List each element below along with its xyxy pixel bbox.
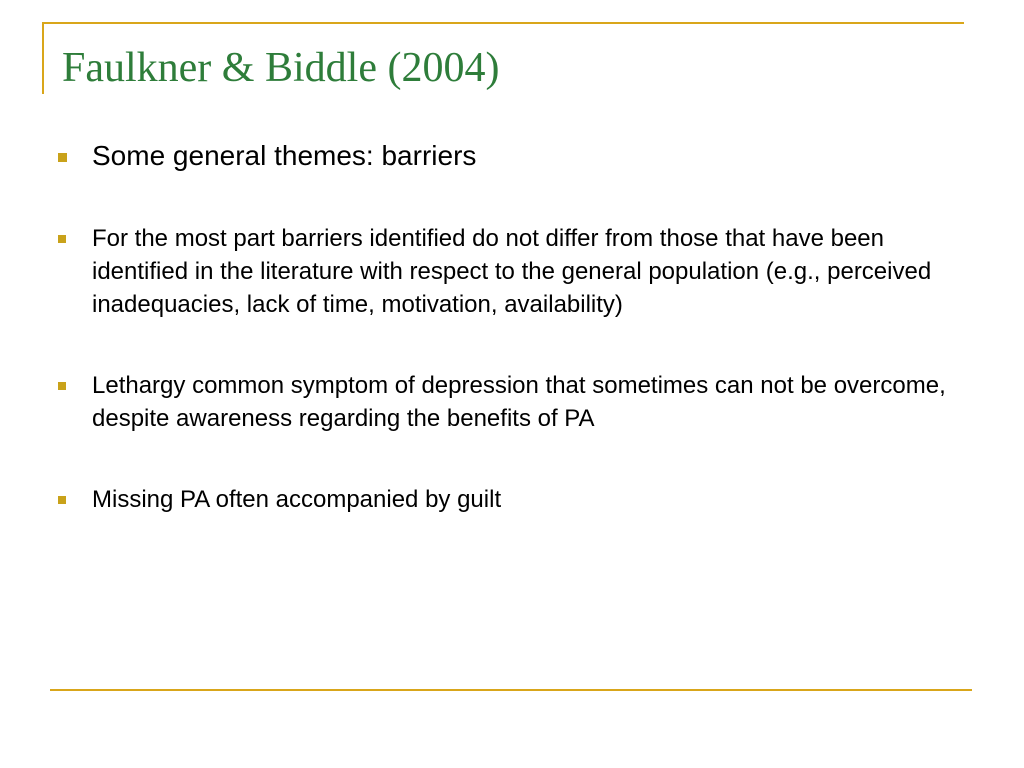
bullet-item-themes <box>56 138 956 174</box>
bullet-list <box>56 138 956 564</box>
square-bullet-icon <box>58 382 66 390</box>
slide-title: Faulkner & Biddle (2004) <box>62 45 500 91</box>
bullet-item-barriers <box>56 222 956 321</box>
square-bullet-icon <box>58 235 66 243</box>
square-bullet-icon <box>58 153 67 162</box>
top-accent-line <box>42 22 964 24</box>
bullet-text: Some general themes: barriers <box>92 140 477 171</box>
bullet-text: For the most part barriers identified do not differ from those that have been identified in the literature with respect to the general population (e.g., perceived inadequacies, lack of time, motivation, availability) <box>92 225 932 318</box>
square-bullet-icon <box>58 496 66 504</box>
left-accent-line <box>42 22 44 94</box>
bullet-item-guilt <box>56 483 956 516</box>
bullet-text: Lethargy common symptom of depression that sometimes can not be overcome, despite awareness regarding the benefits of PA <box>92 372 946 432</box>
bullet-text: Missing PA often accompanied by guilt <box>92 486 502 513</box>
bullet-item-lethargy <box>56 369 956 435</box>
bottom-accent-line <box>50 689 972 691</box>
